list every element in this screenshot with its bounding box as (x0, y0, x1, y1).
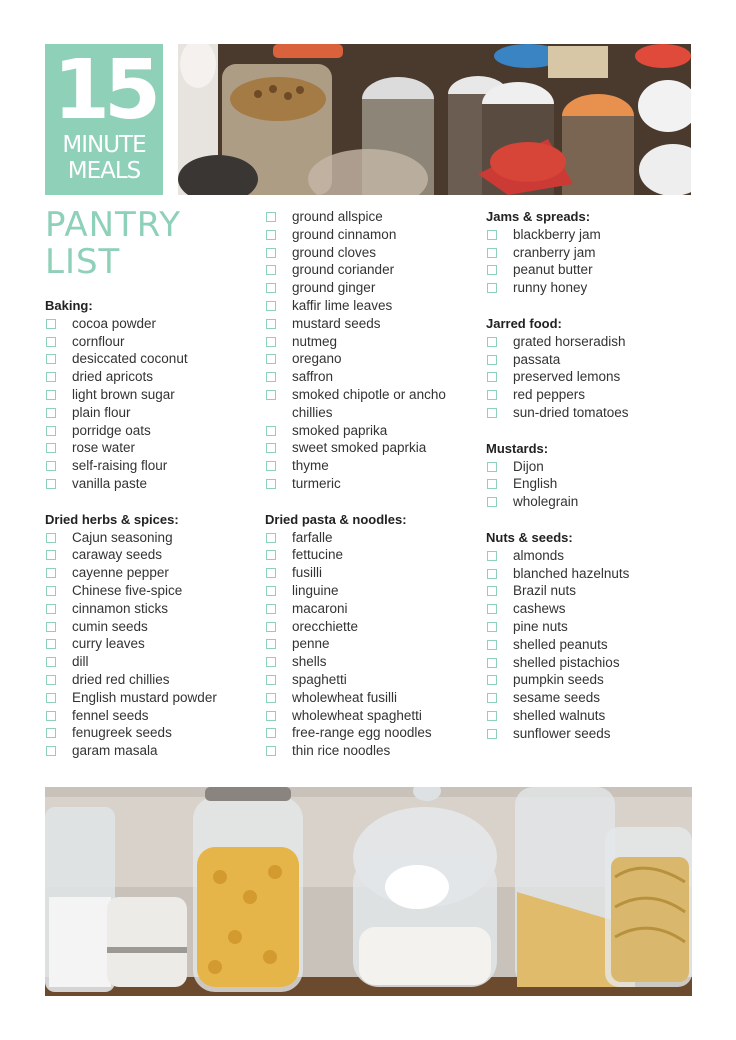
checklist-item (45, 564, 260, 582)
section-dried-herbs-spices (45, 511, 260, 760)
checkbox-icon[interactable] (487, 729, 497, 739)
checkbox-icon[interactable] (487, 408, 497, 418)
item-label: shells (292, 654, 327, 670)
checkbox-icon[interactable] (266, 586, 276, 596)
checkbox-icon[interactable] (46, 675, 56, 685)
checklist-item (265, 368, 480, 386)
checklist-item (486, 725, 701, 743)
item-label: caraway seeds (72, 547, 163, 563)
item-label: shelled peanuts (513, 636, 608, 652)
checklist-item (486, 565, 701, 583)
checkbox-icon[interactable] (266, 693, 276, 703)
item-label: dried red chillies (72, 671, 170, 687)
checkbox-icon[interactable] (46, 479, 56, 489)
checkbox-icon[interactable] (266, 426, 276, 436)
checklist-item (486, 351, 701, 369)
item-label: sunflower seeds (513, 725, 611, 741)
checklist-item (265, 582, 480, 600)
checklist-item (265, 422, 480, 440)
checklist-item (265, 208, 480, 226)
checklist-item (486, 279, 701, 297)
checklist-item (45, 529, 260, 547)
item-label: fettucine (292, 547, 344, 563)
checklist-item (265, 226, 480, 244)
item-label: cashews (513, 601, 566, 617)
checklist-item (45, 671, 260, 689)
item-label: macaroni (292, 600, 348, 616)
item-label: dill (72, 654, 89, 670)
checkbox-icon[interactable] (487, 711, 497, 721)
section-continued (265, 208, 480, 493)
item-label: vanilla paste (72, 475, 148, 491)
checklist-item (265, 386, 480, 422)
checkbox-icon[interactable] (266, 337, 276, 347)
checklist-item (265, 564, 480, 582)
checklist-item (265, 618, 480, 636)
checkbox-icon[interactable] (487, 675, 497, 685)
page-title (45, 207, 181, 281)
item-label: Dijon (513, 458, 544, 474)
item-label: Chinese five-spice (72, 582, 183, 598)
item-label: desiccated coconut (72, 351, 188, 367)
item-label: curry leaves (72, 636, 145, 652)
section-heading: Baking: (45, 298, 93, 313)
checklist-item (265, 297, 480, 315)
checkbox-icon[interactable] (487, 372, 497, 382)
item-label: grated horseradish (513, 333, 626, 349)
item-label: almonds (513, 547, 565, 563)
checklist-item (265, 707, 480, 725)
checklist-item (486, 368, 701, 386)
item-label: nutmeg (292, 333, 338, 349)
item-label: cranberry jam (513, 244, 596, 260)
pantry-jars-illustration (178, 44, 691, 195)
checkbox-icon[interactable] (46, 533, 56, 543)
checkbox-icon[interactable] (46, 586, 56, 596)
section-heading: Mustards: (486, 440, 549, 456)
checkbox-icon[interactable] (487, 551, 497, 561)
checklist-item (45, 707, 260, 725)
item-label: oregano (292, 351, 342, 367)
item-label: peanut butter (513, 262, 593, 278)
checklist-item (265, 261, 480, 279)
checklist-item (486, 547, 701, 565)
item-label: spaghetti (292, 671, 347, 687)
item-label: turmeric (292, 475, 341, 491)
checkbox-icon[interactable] (266, 212, 276, 222)
checklist (45, 315, 260, 493)
checklist-item (45, 439, 260, 457)
checklist-item (45, 635, 260, 653)
logo-word-meals: MEALS (67, 158, 141, 184)
item-label: orecchiette (292, 618, 359, 634)
checkbox-icon[interactable] (46, 337, 56, 347)
checklist-item (265, 742, 480, 760)
item-label: farfalle (292, 529, 333, 545)
checkbox-icon[interactable] (487, 658, 497, 668)
item-label: ground ginger (292, 280, 376, 296)
item-label: linguine (292, 582, 339, 598)
checkbox-icon[interactable] (487, 337, 497, 347)
item-label: shelled pistachios (513, 654, 620, 670)
checkbox-icon[interactable] (46, 408, 56, 418)
checkbox-icon[interactable] (266, 622, 276, 632)
checkbox-icon[interactable] (266, 354, 276, 364)
checkbox-icon[interactable] (266, 319, 276, 329)
section-jarred-food (486, 315, 701, 422)
item-label: sweet smoked paprkia (292, 440, 427, 456)
item-label: wholegrain (513, 494, 579, 510)
item-label: sun-dried tomatoes (513, 404, 629, 420)
checkbox-icon[interactable] (46, 746, 56, 756)
checkbox-icon[interactable] (266, 248, 276, 258)
item-label: self-raising flour (72, 458, 168, 474)
item-label: red peppers (513, 387, 586, 403)
checklist-item (486, 654, 701, 672)
checkbox-icon[interactable] (487, 265, 497, 275)
checkbox-icon[interactable] (46, 426, 56, 436)
checkbox-icon[interactable] (266, 604, 276, 614)
item-label: porridge oats (72, 422, 151, 438)
section-mustards (486, 440, 701, 511)
checklist-item (486, 636, 701, 654)
checklist-item (45, 600, 260, 618)
item-label: runny honey (513, 280, 588, 296)
checkbox-icon[interactable] (266, 372, 276, 382)
item-label: Cajun seasoning (72, 529, 173, 545)
checkbox-icon[interactable] (266, 675, 276, 685)
section-heading: Dried pasta & noodles: (265, 511, 407, 527)
item-label: ground cinnamon (292, 226, 397, 242)
item-label: mustard seeds (292, 315, 381, 331)
checklist-item (45, 350, 260, 368)
checklist-item (486, 582, 701, 600)
checklist-item (45, 475, 260, 493)
checkbox-icon[interactable] (46, 711, 56, 721)
item-label: plain flour (72, 404, 131, 420)
checkbox-icon[interactable] (487, 586, 497, 596)
item-label: cocoa powder (72, 315, 157, 331)
checklist (486, 333, 701, 422)
checkbox-icon[interactable] (46, 622, 56, 632)
checkbox-icon[interactable] (487, 283, 497, 293)
checklist-item (45, 386, 260, 404)
checklist-item (486, 244, 701, 262)
checklist (265, 208, 480, 493)
checkbox-icon[interactable] (266, 728, 276, 738)
item-label: English mustard powder (72, 689, 217, 705)
checkbox-icon[interactable] (266, 568, 276, 578)
section-heading: Jams & spreads: (486, 209, 591, 224)
section-heading: Dried herbs & spices: (45, 511, 179, 527)
item-label: thyme (292, 458, 329, 474)
item-label: preserved lemons (513, 369, 621, 385)
item-label: Brazil nuts (513, 583, 577, 599)
checklist-item (45, 404, 260, 422)
list-column-1 (45, 297, 260, 778)
checkbox-icon[interactable] (487, 230, 497, 240)
section-heading: Nuts & seeds: (486, 529, 573, 545)
checklist-item (45, 368, 260, 386)
checklist-item (265, 600, 480, 618)
item-label: fennel seeds (72, 707, 149, 723)
item-label: pumpkin seeds (513, 672, 604, 688)
checkbox-icon[interactable] (487, 497, 497, 507)
checklist-item (486, 226, 701, 244)
checkbox-icon[interactable] (487, 462, 497, 472)
checkbox-icon[interactable] (487, 640, 497, 650)
item-label: cumin seeds (72, 618, 148, 634)
item-label: wholewheat spaghetti (292, 707, 422, 723)
checkbox-icon[interactable] (46, 568, 56, 578)
logo-number: 15 (52, 43, 156, 138)
checklist-item (45, 546, 260, 564)
checkbox-icon[interactable] (46, 372, 56, 382)
checklist-item (486, 261, 701, 279)
checkbox-icon[interactable] (46, 354, 56, 364)
item-label: ground cloves (292, 244, 377, 260)
checklist-item (486, 458, 701, 476)
checklist (265, 529, 480, 760)
checklist-item (486, 671, 701, 689)
checkbox-icon[interactable] (487, 569, 497, 579)
item-label: wholewheat fusilli (292, 689, 398, 705)
item-label: shelled walnuts (513, 707, 606, 723)
item-label: cayenne pepper (72, 565, 169, 581)
checkbox-icon[interactable] (487, 479, 497, 489)
item-label: fusilli (292, 565, 323, 581)
list-column-2 (265, 208, 480, 778)
checkbox-icon[interactable] (487, 622, 497, 632)
item-label: blanched hazelnuts (513, 565, 630, 581)
checklist-item (265, 475, 480, 493)
item-label: free-range egg noodles (292, 725, 432, 741)
checklist-item (486, 386, 701, 404)
item-label: sesame seeds (513, 690, 601, 706)
list-column-3 (486, 208, 701, 761)
checklist-item (265, 244, 480, 262)
checklist-item (486, 618, 701, 636)
item-label: thin rice noodles (292, 743, 391, 759)
checklist-item (45, 315, 260, 333)
item-label: ground coriander (292, 262, 395, 278)
checkbox-icon[interactable] (266, 283, 276, 293)
checklist-item (45, 457, 260, 475)
checklist-item (45, 333, 260, 351)
checkbox-icon[interactable] (266, 265, 276, 275)
title-line-1: PANTRY (45, 205, 182, 245)
checkbox-icon[interactable] (266, 746, 276, 756)
checklist-item (486, 475, 701, 493)
checkbox-icon[interactable] (46, 604, 56, 614)
checklist-item (45, 582, 260, 600)
checklist-item (265, 635, 480, 653)
checklist-item (265, 279, 480, 297)
checklist (486, 547, 701, 743)
checkbox-icon[interactable] (487, 248, 497, 258)
checklist-item (45, 422, 260, 440)
checklist-item (265, 671, 480, 689)
checkbox-icon[interactable] (487, 604, 497, 614)
item-label: pine nuts (513, 618, 568, 634)
checklist (45, 529, 260, 760)
checklist (486, 226, 701, 297)
checklist-item (265, 333, 480, 351)
checkbox-icon[interactable] (46, 390, 56, 400)
storage-jars-photo (45, 787, 692, 996)
checkbox-icon[interactable] (46, 461, 56, 471)
checkbox-icon[interactable] (266, 301, 276, 311)
item-label: penne (292, 636, 330, 652)
checklist-item (45, 653, 260, 671)
checklist-item (45, 618, 260, 636)
item-label: rose water (72, 440, 136, 456)
checkbox-icon[interactable] (46, 657, 56, 667)
checkbox-icon[interactable] (266, 550, 276, 560)
pantry-jars-photo (178, 44, 691, 195)
item-label: blackberry jam (513, 226, 601, 242)
item-label: garam masala (72, 743, 158, 759)
section-dried-pasta-noodles (265, 511, 480, 760)
section-baking (45, 297, 260, 493)
checkbox-icon[interactable] (266, 443, 276, 453)
item-label: cornflour (72, 333, 125, 349)
checkbox-icon[interactable] (266, 230, 276, 240)
item-label: light brown sugar (72, 386, 175, 402)
checkbox-icon[interactable] (266, 639, 276, 649)
title-line-2: LIST (45, 242, 121, 282)
item-label: English (513, 476, 558, 492)
checkbox-icon[interactable] (46, 693, 56, 703)
item-label: fenugreek seeds (72, 725, 172, 741)
checklist-item (45, 724, 260, 742)
checkbox-icon[interactable] (266, 657, 276, 667)
checkbox-icon[interactable] (266, 461, 276, 471)
logo-word-minute: MINUTE (62, 132, 146, 158)
checkbox-icon[interactable] (266, 479, 276, 489)
item-label: smoked paprika (292, 422, 388, 438)
checkbox-icon[interactable] (487, 693, 497, 703)
section-nuts-seeds (486, 529, 701, 743)
checkbox-icon[interactable] (487, 390, 497, 400)
item-label: cinnamon sticks (72, 600, 169, 616)
checklist-item (486, 493, 701, 511)
checkbox-icon[interactable] (266, 533, 276, 543)
checkbox-icon[interactable] (266, 711, 276, 721)
item-label: kaffir lime leaves (292, 297, 393, 313)
checklist-item (486, 333, 701, 351)
checklist-item (265, 724, 480, 742)
checkbox-icon[interactable] (46, 443, 56, 453)
checklist-item (265, 546, 480, 564)
checklist-item (486, 689, 701, 707)
item-label: passata (513, 351, 561, 367)
item-label: smoked chipotle or ancho chillies (292, 386, 446, 420)
checklist-item (486, 707, 701, 725)
logo-15-minute-meals (45, 44, 163, 195)
checklist-item (45, 742, 260, 760)
item-label: ground allspice (292, 209, 383, 224)
storage-jars-illustration (45, 787, 692, 996)
section-jams-spreads (486, 208, 701, 297)
checkbox-icon[interactable] (266, 390, 276, 400)
section-heading: Jarred food: (486, 315, 562, 331)
checkbox-icon[interactable] (46, 319, 56, 329)
item-label: dried apricots (72, 369, 154, 385)
checklist (486, 458, 701, 511)
checkbox-icon[interactable] (487, 355, 497, 365)
item-label: saffron (292, 369, 334, 385)
checklist-item (265, 529, 480, 547)
checklist-item (265, 689, 480, 707)
checklist-item (45, 689, 260, 707)
checkbox-icon[interactable] (46, 550, 56, 560)
checklist-item (265, 653, 480, 671)
checklist-item (486, 600, 701, 618)
checkbox-icon[interactable] (46, 639, 56, 649)
checklist-item (265, 439, 480, 457)
checklist-item (265, 457, 480, 475)
checkbox-icon[interactable] (46, 728, 56, 738)
checklist-item (486, 404, 701, 422)
checklist-item (265, 350, 480, 368)
checklist-item (265, 315, 480, 333)
